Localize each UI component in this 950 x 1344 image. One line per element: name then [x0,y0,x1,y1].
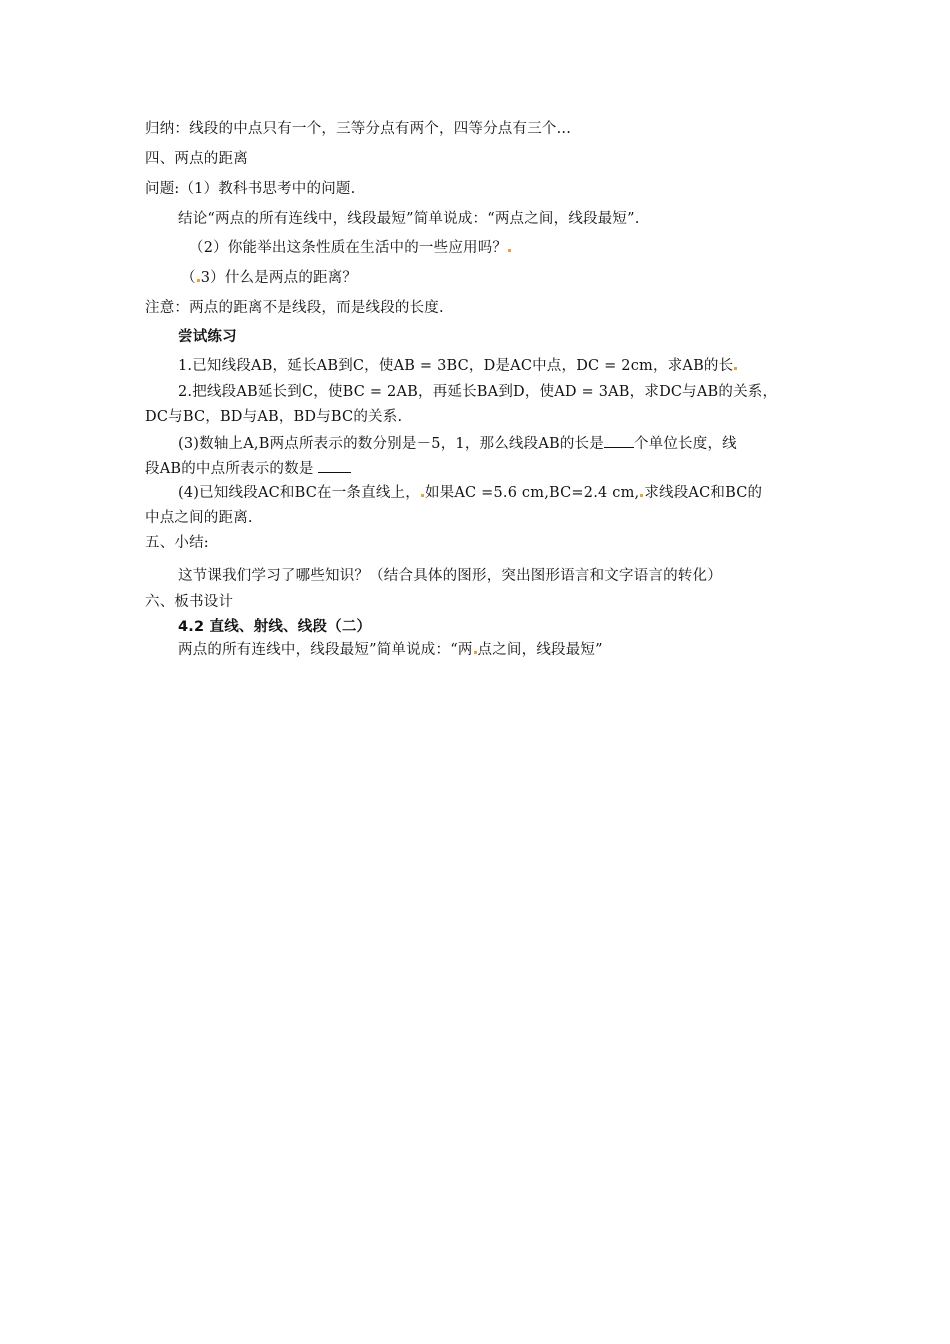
question-one-line [145,179,355,199]
exercise-four-continued-text: 中点之间的距离. [145,510,253,526]
board-title [178,617,371,637]
conclusion-line [178,209,640,229]
exercise-three-text: (3)数轴上A,B两点所表示的数分别是－5，1，那么线段AB的长是 [178,436,604,452]
question-three-line [181,268,357,288]
exercise-three-continued-line [145,458,351,479]
board-content-text: 两点的所有连线中，线段最短”简单说成：“两 [178,642,473,658]
conclusion-text: 结论“两点的所有连线中，线段最短”简单说成：“两点之间，线段最短”. [178,211,640,227]
summary-line [145,119,571,139]
section-six-text: 六、板书设计 [145,594,234,610]
note-text: 注意：两点的距离不是线段，而是线段的长度. [145,300,444,316]
section-four-text: 四、两点的距离 [145,151,248,167]
board-title-text: 4.2 直线、射线、线段（二） [178,619,372,635]
exercise-two-text: 2.把线段AB延长到C，使BC = 2AB，再延长BA到D，使AD = 3AB，求DC与AB的关系， [178,384,778,400]
exercise-two-continued-text: DC与BC，BD与AB，BD与BC的关系. [145,409,403,425]
answer-blank [318,458,351,473]
exercise-two-line [178,382,777,402]
exercise-one-text: 1.已知线段AB，延长AB到C，使AB = 3BC，D是AC中点，DC = 2cm，求AB的长 [178,358,734,374]
exercise-three-text-end: 个单位长度，线 [633,436,737,452]
exercise-four-line [178,483,762,503]
answer-blank [604,433,634,448]
marker-dot-icon [734,367,737,370]
note-line [145,298,444,318]
marker-dot-icon [197,279,200,282]
marker-dot-icon [421,494,424,497]
marker-dot-icon [640,494,643,497]
exercise-three-continued-text: 段AB的中点所表示的数是 [145,461,319,477]
summary-question-text: 这节课我们学习了哪些知识？（结合具体的图形，突出图形语言和文字语言的转化） [178,568,722,584]
question-two-line [189,238,512,258]
summary-question-line [178,566,722,586]
summary-text: 归纳：线段的中点只有一个，三等分点有两个，四等分点有三个... [145,121,572,137]
exercise-three-line [178,433,737,454]
section-four-heading [145,149,248,169]
question-three-paren: （ [181,270,196,286]
practice-heading [178,327,237,347]
marker-dot-icon [508,249,511,252]
exercise-two-continued-line [145,407,402,427]
exercise-four-text-end: 求线段AC和BC的 [644,485,763,501]
section-five-heading [145,533,209,553]
practice-heading-text: 尝试练习 [178,329,237,345]
section-five-text: 五、小结: [145,535,209,551]
question-one-text: 问题:（1）教科书思考中的问题. [145,181,356,197]
board-content-text-end: 点之间，线段最短” [477,642,603,658]
exercise-four-text: (4)已知线段AC和BC在一条直线上， [178,485,420,501]
section-six-heading [145,592,233,612]
exercise-four-continued-line [145,508,253,528]
board-content-line [178,640,603,660]
exercise-one-line [178,356,738,376]
exercise-four-values: 如果AC =5.6 cm,BC=2.4 cm, [424,485,640,501]
question-three-text: 3）什么是两点的距离？ [200,270,358,286]
marker-dot-icon [474,651,477,654]
question-two-text: （2）你能举出这条性质在生活中的一些应用吗？ [189,240,508,256]
